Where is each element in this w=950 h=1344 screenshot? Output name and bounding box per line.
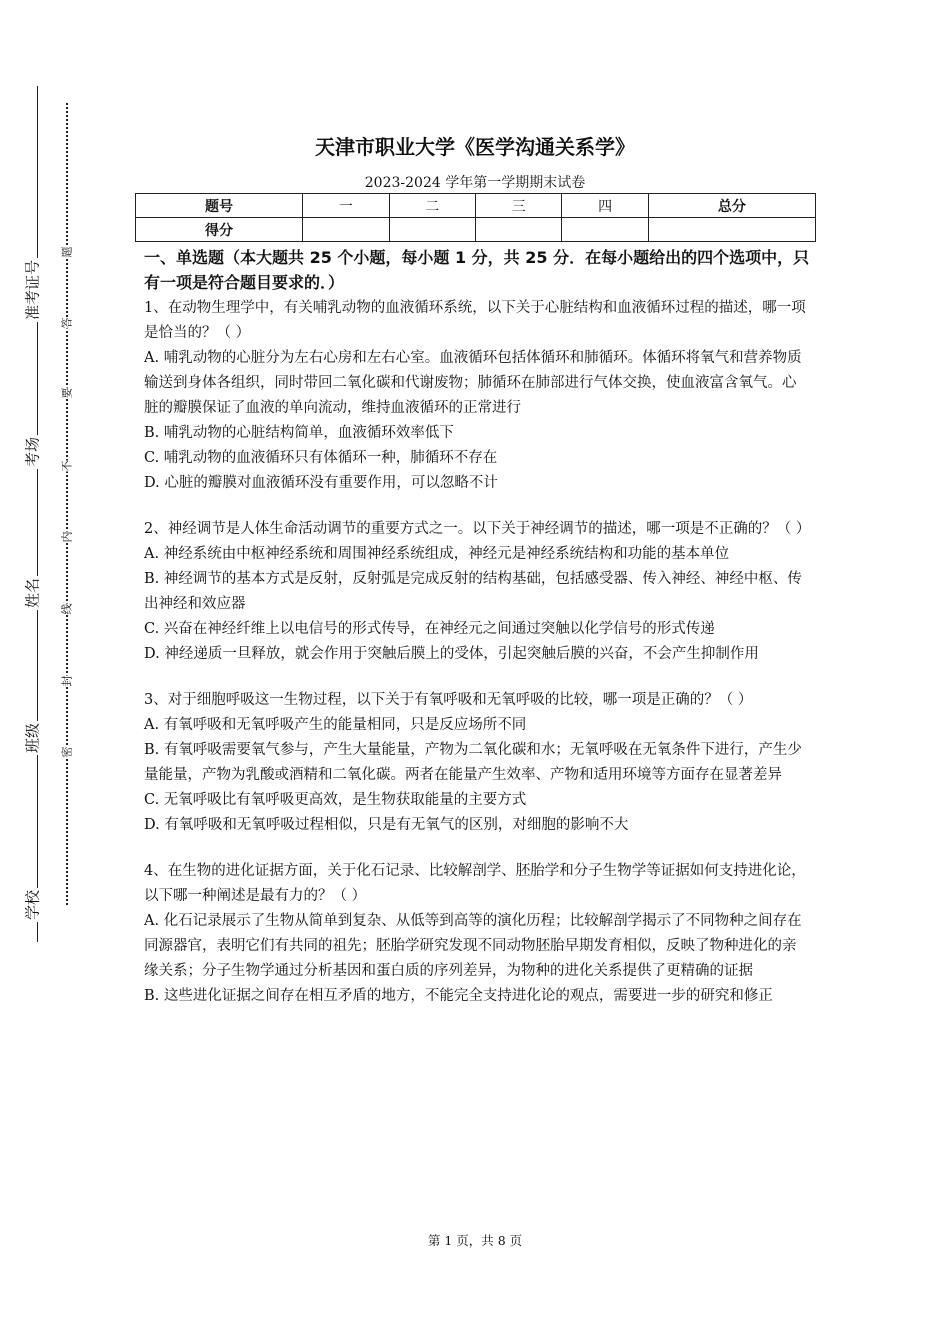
score-header-cell: 二 bbox=[389, 194, 475, 218]
option-d: D. 有氧呼吸和无氧呼吸过程相似，只是有无氧气的区别，对细胞的影响不大 bbox=[144, 817, 629, 833]
question-stem: 2、神经调节是人体生命活动调节的重要方式之一。以下关于神经调节的描述，哪一项是不正确的？（ ） bbox=[144, 521, 811, 537]
section-title: 一、单选题（本大题共 25 个小题，每小题 1 分，共 25 分．在每小题给出的四个选项中，只有一项是符合题目要求的．） bbox=[144, 248, 810, 292]
binding-solid-line bbox=[37, 86, 38, 942]
option-a: A. 有氧呼吸和无氧呼吸产生的能量相同，只是反应场所不同 bbox=[144, 717, 527, 733]
label-class: 班级 bbox=[23, 722, 42, 754]
question-stem: 4、在生物的进化证据方面，关于化石记录、比较解剖学、胚胎学和分子生物学等证据如何支持进化论，以下哪一种阐述是最有力的？（ ） bbox=[144, 863, 806, 904]
score-table-header-row bbox=[136, 194, 816, 218]
exam-subtitle: 2023-2024 学年第一学期期末试卷 bbox=[364, 175, 586, 191]
score-header-cell: 四 bbox=[562, 194, 648, 218]
seal-char: 不 bbox=[60, 460, 74, 472]
seal-char: 要 bbox=[60, 387, 74, 399]
score-header-cell: 题号 bbox=[136, 194, 303, 218]
seal-char: 题 bbox=[60, 246, 74, 258]
score-table bbox=[135, 193, 816, 242]
score-header-cell: 一 bbox=[303, 194, 389, 218]
score-row-label: 得分 bbox=[136, 218, 303, 242]
option-a: A. 哺乳动物的心脏分为左右心房和左右心室。血液循环包括体循环和肺循环。体循环将氧气和营养物质输送到身体各组织，同时带回二氧化碳和代谢废物；肺循环在肺部进行气体交换，使血液富含氧气。心脏的瓣膜保证了血液的单向流动，维持血液循环的正常进行 bbox=[144, 350, 802, 416]
seal-char: 内 bbox=[60, 531, 74, 543]
option-c: C. 哺乳动物的血液循环只有体循环一种，肺循环不存在 bbox=[144, 450, 498, 466]
exam-title: 天津市职业大学《医学沟通关系学》 bbox=[315, 135, 635, 159]
seal-char: 线 bbox=[60, 603, 74, 615]
score-input-cell[interactable] bbox=[303, 218, 389, 242]
score-header-cell: 三 bbox=[475, 194, 561, 218]
score-table-score-row bbox=[136, 218, 816, 242]
question-3 bbox=[144, 688, 810, 838]
score-input-cell[interactable] bbox=[389, 218, 475, 242]
seal-char: 答 bbox=[60, 317, 74, 329]
label-exam-number: 准考证号 bbox=[23, 259, 42, 321]
option-c: C. 兴奋在神经纤维上以电信号的形式传导，在神经元之间通过突触以化学信号的形式传递 bbox=[144, 621, 715, 637]
seal-char: 密 bbox=[60, 746, 74, 758]
score-input-cell[interactable] bbox=[562, 218, 648, 242]
option-d: D. 神经递质一旦释放，就会作用于突触后膜上的受体，引起突触后膜的兴奋，不会产生抑制作用 bbox=[144, 646, 759, 662]
exam-content bbox=[144, 245, 810, 1009]
option-b: B. 有氧呼吸需要氧气参与，产生大量能量，产物为二氧化碳和水；无氧呼吸在无氧条件下进行，产生少量能量，产物为乳酸或酒精和二氧化碳。两者在能量产生效率、产物和适用环境等方面存在显著差异 bbox=[144, 742, 802, 783]
option-b: B. 神经调节的基本方式是反射，反射弧是完成反射的结构基础，包括感受器、传入神经、神经中枢、传出神经和效应器 bbox=[144, 571, 802, 612]
question-1 bbox=[144, 296, 810, 496]
score-input-cell[interactable] bbox=[475, 218, 561, 242]
option-b: B. 这些进化证据之间存在相互矛盾的地方，不能完全支持进化论的观点，需要进一步的研究和修正 bbox=[144, 988, 773, 1004]
option-c: C. 无氧呼吸比有氧呼吸更高效，是生物获取能量的主要方式 bbox=[144, 792, 527, 808]
binding-dotted-line bbox=[66, 103, 68, 905]
label-school: 学校 bbox=[23, 889, 42, 921]
question-stem: 1、在动物生理学中，有关哺乳动物的血液循环系统，以下关于心脏结构和血液循环过程的描述，哪一项是恰当的？（ ） bbox=[144, 300, 806, 341]
seal-char: 封 bbox=[60, 675, 74, 687]
option-a: A. 神经系统由中枢神经系统和周围神经系统组成，神经元是神经系统结构和功能的基本单位 bbox=[144, 546, 730, 562]
question-stem: 3、对于细胞呼吸这一生物过程，以下关于有氧呼吸和无氧呼吸的比较，哪一项是正确的？（ ） bbox=[144, 692, 753, 708]
score-input-cell[interactable] bbox=[648, 218, 815, 242]
option-b: B. 哺乳动物的心脏结构简单，血液循环效率低下 bbox=[144, 425, 454, 441]
label-exam-room: 考场 bbox=[23, 436, 42, 468]
score-header-cell: 总分 bbox=[648, 194, 815, 218]
question-4 bbox=[144, 859, 810, 1009]
question-2 bbox=[144, 517, 810, 667]
option-d: D. 心脏的瓣膜对血液循环没有重要作用，可以忽略不计 bbox=[144, 475, 498, 491]
option-a: A. 化石记录展示了生物从简单到复杂、从低等到高等的演化历程；比较解剖学揭示了不同物种之间存在同源器官，表明它们有共同的祖先；胚胎学研究发现不同动物胚胎早期发育相似，反映了物种进化的亲缘关系；分子生物学通过分析基因和蛋白质的序列差异，为物种的进化关系提供了更精确的证据 bbox=[144, 913, 802, 979]
page-footer: 第 1 页，共 8 页 bbox=[427, 1233, 523, 1248]
label-name: 姓名 bbox=[23, 577, 42, 609]
